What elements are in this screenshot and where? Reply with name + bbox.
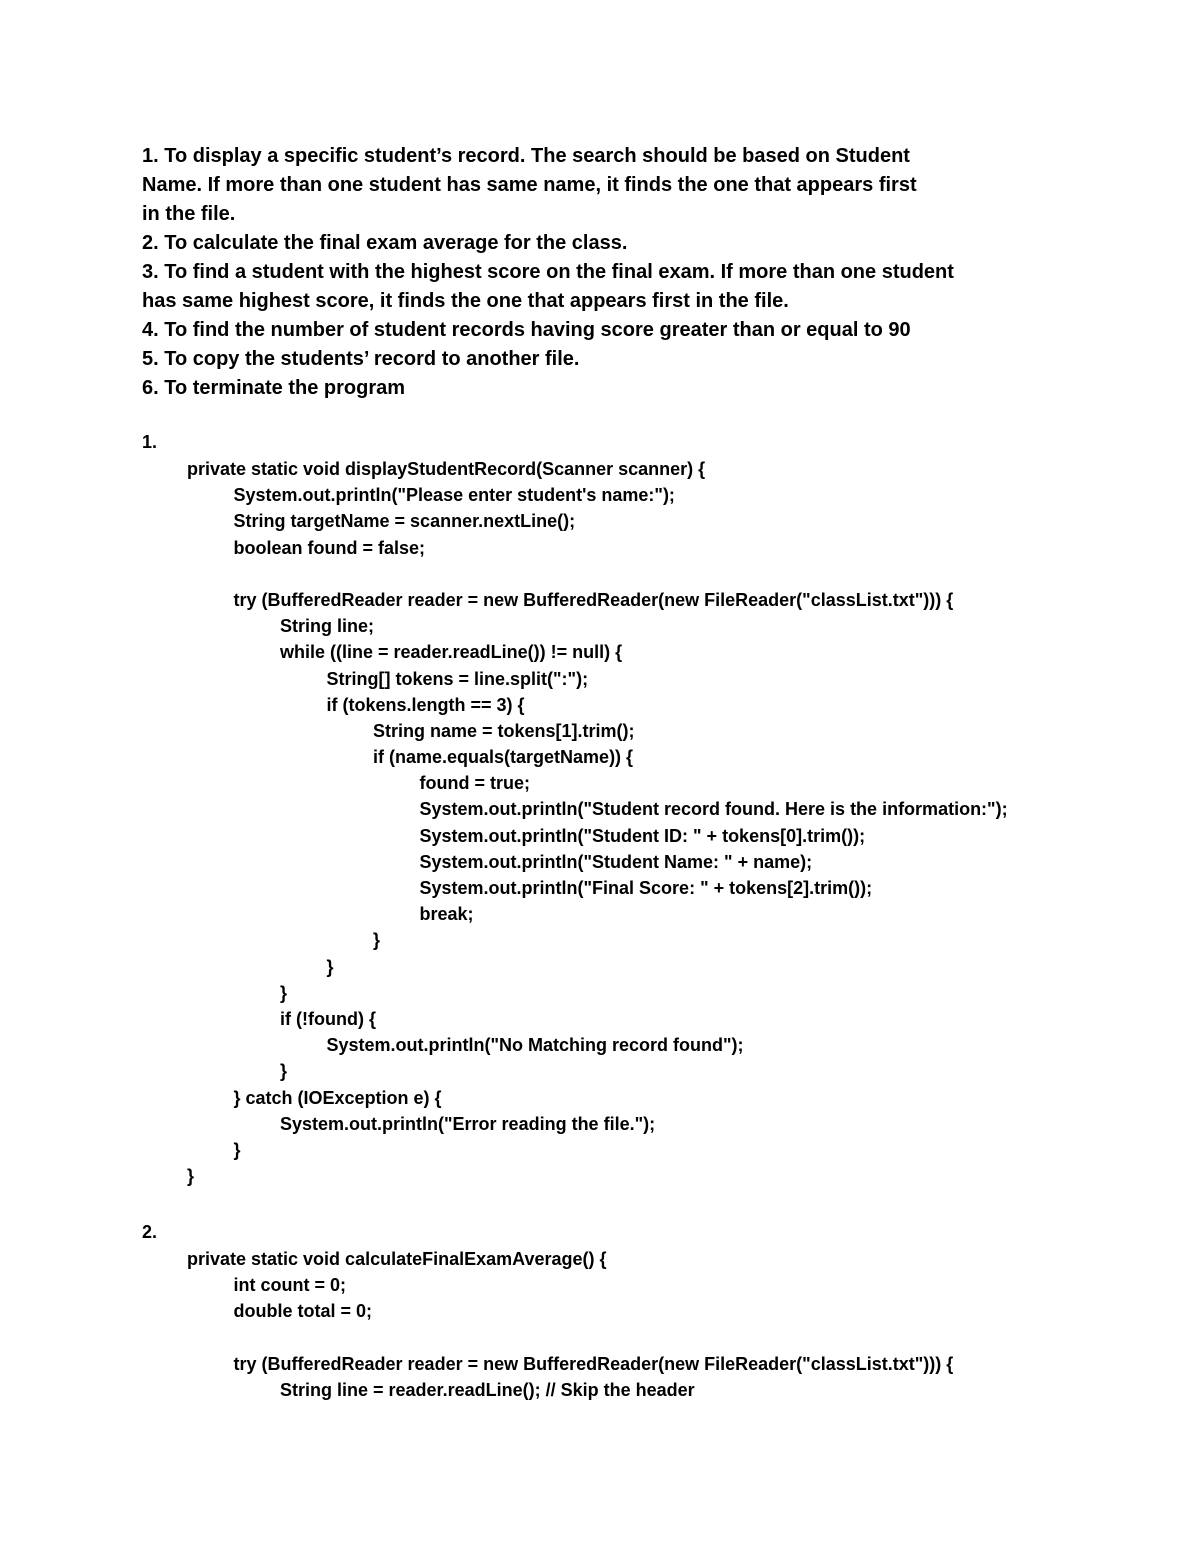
requirement-line: Name. If more than one student has same name, it finds the one that appears first	[142, 174, 917, 196]
code-text: String line;	[280, 616, 374, 637]
requirement-line: in the file.	[142, 203, 236, 225]
code-text: int count = 0;	[233, 1275, 346, 1296]
code-text: try (BufferedReader reader = new BufferedReader(new FileReader("classList.txt"))) {	[233, 1353, 954, 1374]
code-text: double total = 0;	[233, 1301, 373, 1322]
code-text: }	[187, 1166, 195, 1187]
code-text: private static void calculateFinalExamAverage() {	[187, 1249, 607, 1269]
code-text: }	[280, 1061, 288, 1082]
code-text: System.out.println("Student Name: " + name);	[419, 851, 813, 872]
code-text: } catch (IOException e) {	[233, 1087, 442, 1108]
code-text: if (name.equals(targetName)) {	[373, 747, 634, 768]
code-text: }	[280, 982, 288, 1003]
code-text: if (tokens.length == 3) {	[326, 694, 525, 715]
code-text: System.out.println("No Matching record found");	[326, 1035, 744, 1056]
requirement-line: 4. To find the number of student records having score greater than or equal to 90	[142, 319, 911, 341]
code-text: found = true;	[419, 773, 530, 794]
code-text: String targetName = scanner.nextLine();	[233, 511, 576, 532]
code-text: System.out.println("Error reading the file.");	[280, 1113, 656, 1134]
code-text: String line = reader.readLine(); // Skip the header	[280, 1379, 695, 1400]
requirement-line: 1. To display a specific student’s record. The search should be based on Student	[142, 145, 910, 167]
code-text: boolean found = false;	[233, 537, 426, 558]
requirement-line: 6. To terminate the program	[142, 377, 406, 399]
code-text: }	[233, 1139, 241, 1160]
code-text: private static void displayStudentRecord(Scanner scanner) {	[187, 459, 706, 479]
code-text: System.out.println("Student ID: " + tokens[0].trim());	[419, 825, 866, 846]
requirements-list	[142, 142, 1102, 403]
requirement-line: 5. To copy the students’ record to another file.	[142, 348, 580, 370]
code-text: System.out.println("Please enter student's name:");	[233, 485, 675, 506]
code-text: String[] tokens = line.split(":");	[326, 668, 589, 689]
code-text: System.out.println("Final Score: " + tokens[2].trim());	[419, 878, 873, 898]
requirement-line: has same highest score, it finds the one that appears first in the file.	[142, 290, 789, 312]
code-text: while ((line = reader.readLine()) != null) {	[280, 642, 623, 663]
requirement-line: 2. To calculate the final exam average for the class.	[142, 232, 628, 254]
code-text: System.out.println("Student record found. Here is the information:");	[419, 799, 1008, 820]
code-text: try (BufferedReader reader = new BufferedReader(new FileReader("classList.txt"))) {	[233, 589, 954, 610]
section-1-label: 1.	[142, 432, 158, 452]
code-text: String name = tokens[1].trim();	[373, 720, 635, 741]
code-text: }	[373, 930, 381, 951]
section-2-label: 2.	[142, 1222, 158, 1242]
code-text: if (!found) {	[280, 1008, 376, 1029]
requirement-line: 3. To find a student with the highest score on the final exam. If more than one student	[142, 261, 954, 283]
code-text: break;	[419, 904, 474, 925]
code-text: }	[326, 956, 334, 977]
